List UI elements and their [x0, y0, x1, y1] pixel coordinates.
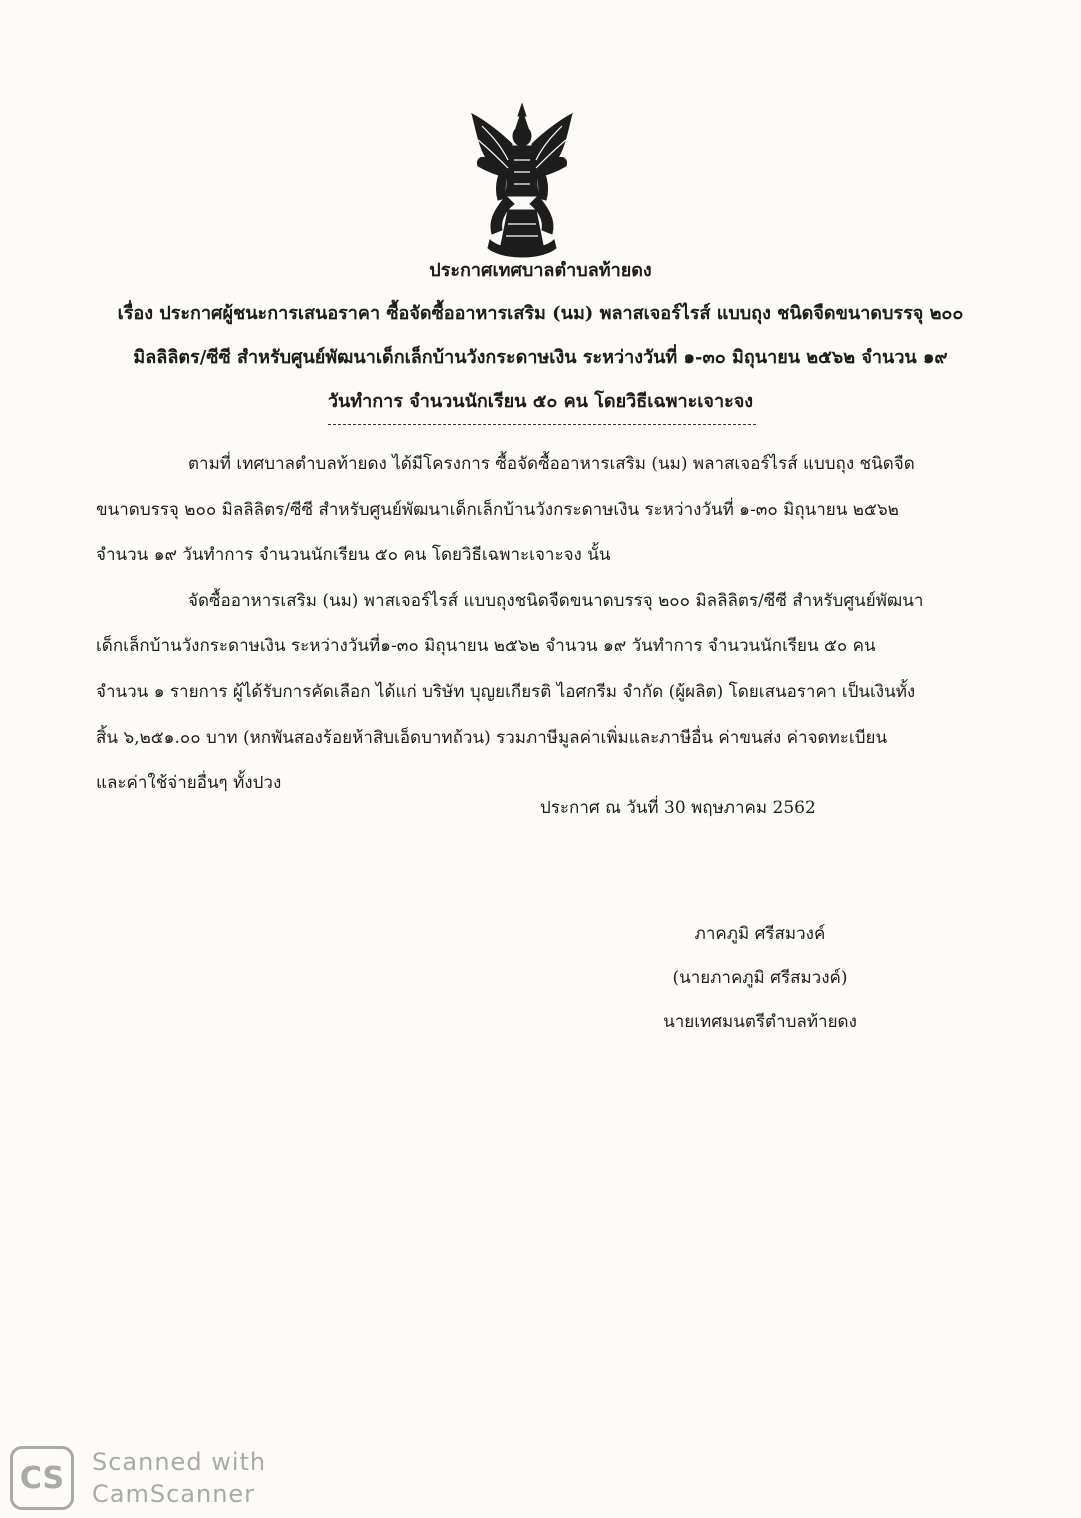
subject-line: เรื่อง ประกาศผู้ชนะการเสนอราคา ซื้อจัดซื้ออาหารเสริม (นม) พลาสเจอร์ไรส์ แบบถุง ชนิดจืดขนาดบรรจุ ๒๐๐ — [117, 303, 964, 324]
body-line: จัดซื้ออาหารเสริม (นม) พาสเจอร์ไรส์ แบบถุงชนิดจืดขนาดบรรจุ ๒๐๐ มิลลิลิตร/ซีซี สำหรับศูนย์พัฒนา — [188, 590, 924, 611]
watermark-line: CamScanner — [92, 1480, 256, 1508]
signer-full-name: (นายภาคภูมิ ศรีสมวงค์) — [672, 968, 848, 988]
camscanner-logo-icon: CS — [10, 1446, 74, 1510]
signed-name: ภาคภูมิ ศรีสมวงค์ — [694, 924, 826, 944]
garuda-emblem-icon — [468, 100, 576, 260]
body-line: สิ้น ๖,๒๕๑.๐๐ บาท (หกพันสองร้อยห้าสิบเอ็ดบาทถ้วน) รวมภาษีมูลค่าเพิ่มและภาษีอื่น ค่าขนส่ง ค่าจดทะเบียน — [96, 727, 888, 748]
subject-line: วันทำการ จำนวนนักเรียน ๕๐ คน โดยวิธีเฉพาะเจาะจง — [327, 391, 754, 412]
announcement-subject — [60, 292, 1021, 424]
announcement-body — [96, 442, 976, 807]
watermark-text — [92, 1446, 266, 1510]
signature-block — [640, 912, 880, 1044]
watermark-line: Scanned with — [92, 1448, 267, 1476]
body-line: จำนวน ๑ รายการ ผู้ได้รับการคัดเลือก ได้แก่ บริษัท บุญยเกียรติ ไอศกรีม จำกัด (ผู้ผลิต) โดยเสนอราคา เป็นเงินทั้ง — [96, 681, 916, 702]
body-line: จำนวน ๑๙ วันทำการ จำนวนนักเรียน ๕๐ คน โดยวิธีเฉพาะเจาะจง นั้น — [96, 545, 611, 566]
dashed-divider — [328, 424, 756, 425]
signer-position: นายเทศมนตรีตำบลท้ายดง — [663, 1012, 857, 1032]
body-line: ขนาดบรรจุ ๒๐๐ มิลลิลิตร/ซีซี สำหรับศูนย์พัฒนาเด็กเล็กบ้านวังกระดาษเงิน ระหว่างวันที่ ๑-๓๐ มิถุนายน ๒๕๖๒ — [96, 499, 899, 520]
body-line: ตามที่ เทศบาลตำบลท้ายดง ได้มีโครงการ ซื้อจัดซื้ออาหารเสริม (นม) พลาสเจอร์ไรส์ แบบถุง ชนิดจืด — [188, 454, 915, 474]
body-line: และค่าใช้จ่ายอื่นๆ ทั้งปวง — [96, 773, 282, 794]
subject-line: มิลลิลิตร/ซีซี สำหรับศูนย์พัฒนาเด็กเล็กบ้านวังกระดาษเงิน ระหว่างวันที่ ๑-๓๐ มิถุนายน ๒๕๖๒ จำนวน ๑๙ — [133, 347, 948, 368]
body-line: เด็กเล็กบ้านวังกระดาษเงิน ระหว่างวันที่๑-๓๐ มิถุนายน ๒๕๖๒ จำนวน ๑๙ วันทำการ จำนวนนักเรียน ๕๐ คน — [96, 636, 876, 657]
announcement-date: ประกาศ ณ วันที่ 30 พฤษภาคม 2562 — [540, 798, 816, 818]
camscanner-watermark — [10, 1438, 310, 1518]
announcement-title: ประกาศเทศบาลตำบลท้ายดง — [429, 260, 652, 281]
